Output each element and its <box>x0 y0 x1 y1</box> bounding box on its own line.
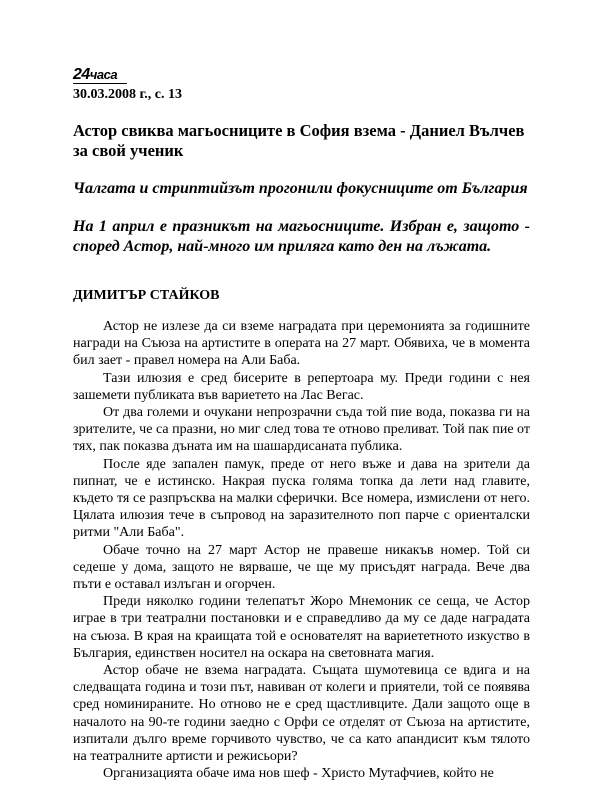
article-body <box>73 318 530 782</box>
issue-date-page: 30.03.2008 г., с. 13 <box>73 87 182 102</box>
body-paragraph: Астор обаче не взема наградата. Същата шумотевица се вдига и на следващата година и този път, навиван от колеги и приятели, той се появява сред номинираните. Но отново не е сред щастливците. Дали защото още в началото на 90-те години заедно с Орфи се отделят от Съюза на артистите, изпитали дълго време горчивото чувство, че са като апандисит към тялото на театралните артисти и режисьори? <box>73 663 530 765</box>
body-paragraph: От два големи и очукани непрозрачни съда той пие вода, показва ги на зрителите, че са празни, но миг след това те отново преливат. Той пак пие от тях, пак показва дъната им на шашардисаната публика. <box>73 405 530 455</box>
body-paragraph: Преди няколко години телепатът Жоро Мнемоник се сеща, че Астор играе в три театрални постановки и е справедливо да му се даде наградата на съюза. В края на краищата той е основателят на вариететното изкуство в България, единствен носител на оскара на световната магия. <box>73 594 530 661</box>
article-subheadline: Чалгата и стриптийзът прогонили фокусниците от България <box>73 180 528 197</box>
article-lead: На 1 април е празникът на магьосниците. Избран е, защото - според Астор, най-много им приляга като ден на лъжата. <box>73 218 530 255</box>
body-paragraph: Тази илюзия е сред бисерите в репертоара му. Преди години с нея зашемети публиката във вариетето на Лас Вегас. <box>73 370 530 403</box>
body-paragraph: Организацията обаче има нов шеф - Христо Мутафчиев, който не <box>103 766 494 782</box>
document-page <box>73 66 530 782</box>
body-paragraph: Обаче точно на 27 март Астор не правеше никакъв номер. Той си седеше у дома, защото не вярваше, че ще му присъдят награда. Вече два пъти е оставал излъган и огорчен. <box>73 542 530 593</box>
article-headline: Астор свиква магьосниците в София взема - Даниел Вълчев за свой ученик <box>73 121 525 160</box>
body-paragraph: После яде запален памук, преде от него въже и дава на зрители да пипнат, че е истинско. Накрая пуска голяма топка да лети над главите, където тя се разпръсква на малки сферички. Все номера, измислени от него. Цялата илюзия тече в съпровод на заразителното поп парче с ориенталски ритми "Али Баба". <box>73 456 530 541</box>
newspaper-logo <box>73 67 127 84</box>
body-paragraph: Астор не излезе да си вземе наградата при церемонията за годишните награди на Съюза на артистите в операта на 27 март. Обявиха, че в момента бил зает - правел номера на Али Баба. <box>73 319 530 369</box>
logo-number: 24 <box>73 66 90 83</box>
logo-word: часа <box>89 67 118 82</box>
article-author: ДИМИТЪР СТАЙКОВ <box>73 288 220 303</box>
